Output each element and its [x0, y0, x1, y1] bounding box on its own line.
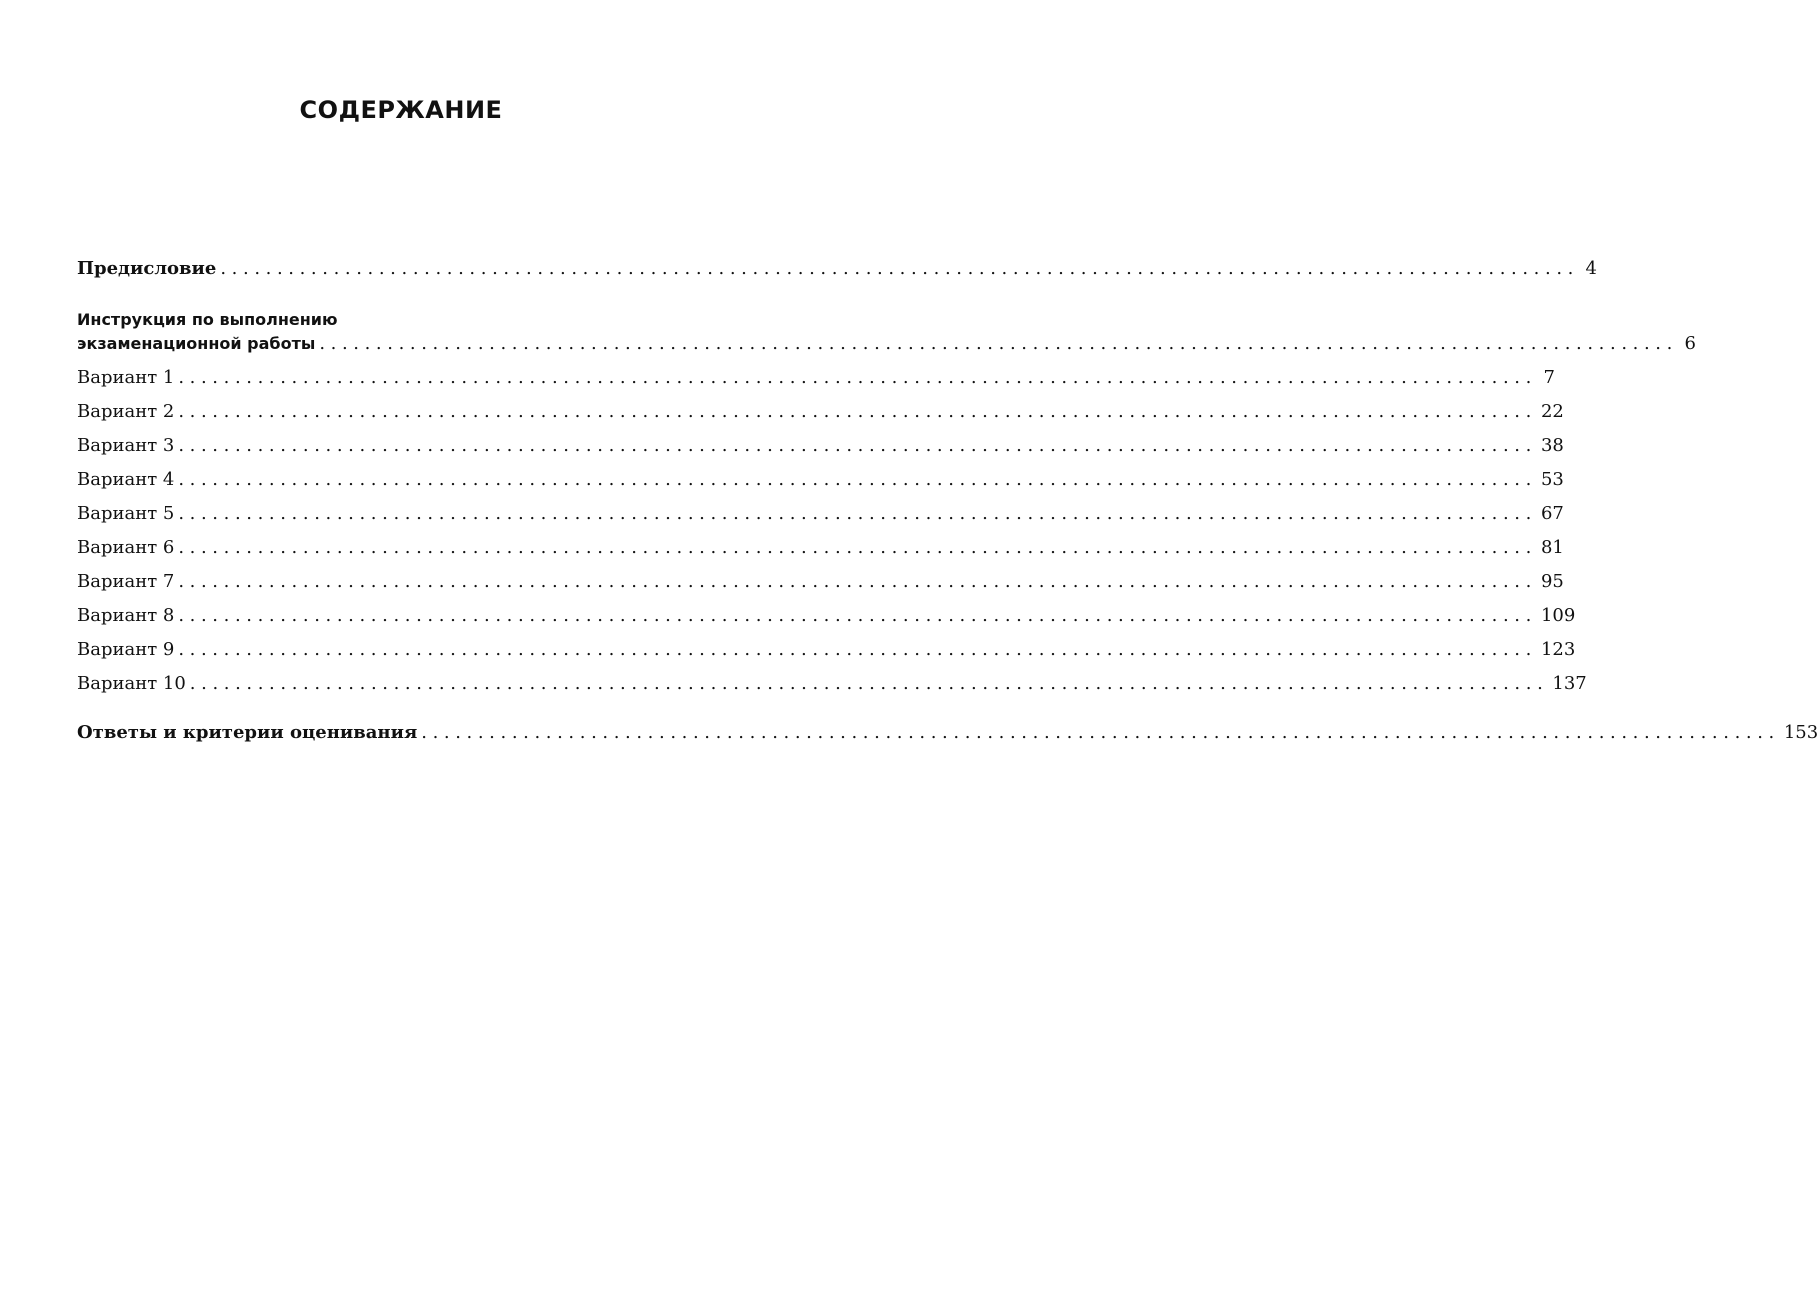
toc-entry-preface[interactable] [77, 256, 1597, 282]
toc-entry-page: 22 [1540, 401, 1564, 422]
toc-entry-page: 67 [1540, 503, 1564, 524]
dot-leader: ........................................................................................................................ [178, 435, 1537, 456]
toc-entry-page: 109 [1540, 605, 1576, 626]
toc-entry-label-line1: Инструкция по выполнению [77, 310, 338, 329]
toc-entry-label: Вариант 10 [77, 673, 186, 694]
toc-entry-page: 123 [1540, 639, 1576, 660]
page-title: СОДЕРЖАНИЕ [299, 96, 503, 124]
toc-entry-variant-7[interactable] [77, 569, 1564, 595]
toc-entry-variant-10[interactable] [77, 671, 1587, 697]
dot-leader: ........................................................................................................................ [178, 537, 1537, 558]
toc-entry-variant-6[interactable] [77, 535, 1564, 561]
dot-leader: ........................................................................................................................ [319, 333, 1678, 354]
dot-leader: ........................................................................................................................ [421, 722, 1780, 743]
toc-entry-variant-3[interactable] [77, 433, 1564, 459]
toc-entry-page: 81 [1540, 537, 1564, 558]
toc-entry-variant-2[interactable] [77, 399, 1564, 425]
toc-entry-variant-8[interactable] [77, 603, 1576, 629]
toc-entry-page: 6 [1684, 333, 1696, 354]
toc-entry-page: 95 [1540, 571, 1564, 592]
dot-leader: ........................................................................................................................ [178, 401, 1537, 422]
toc-entry-label: Вариант 2 [77, 401, 175, 422]
toc-entry-instructions[interactable] [77, 331, 1696, 357]
toc-entry-page: 7 [1543, 367, 1555, 388]
dot-leader: ........................................................................................................................ [178, 367, 1537, 388]
toc-entry-page: 137 [1552, 673, 1587, 694]
toc-entry-label: Вариант 6 [77, 537, 175, 558]
toc-entry-label: Предисловие [77, 258, 217, 279]
toc-entry-variant-9[interactable] [77, 637, 1576, 663]
dot-leader: ........................................................................................................................ [178, 605, 1537, 626]
toc-entry-variant-1[interactable] [77, 365, 1555, 391]
dot-leader: ........................................................................................................................ [220, 258, 1579, 279]
toc-entry-page: 38 [1540, 435, 1564, 456]
toc-entry-page: 53 [1540, 469, 1564, 490]
toc-entry-label: Вариант 5 [77, 503, 175, 524]
dot-leader: ........................................................................................................................ [178, 503, 1537, 524]
toc-entry-answers[interactable] [77, 720, 1818, 746]
toc-entry-label: Вариант 9 [77, 639, 175, 660]
toc-entry-label: Вариант 8 [77, 605, 175, 626]
toc-entry-label: Вариант 7 [77, 571, 175, 592]
dot-leader: ........................................................................................................................ [178, 469, 1537, 490]
toc-entry-label: Ответы и критерии оценивания [77, 722, 418, 743]
toc-entry-variant-4[interactable] [77, 467, 1564, 493]
dot-leader: ........................................................................................................................ [189, 673, 1549, 694]
toc-entry-label: экзаменационной работы [77, 334, 316, 353]
toc-entry-page: 4 [1585, 258, 1597, 279]
toc-entry-variant-5[interactable] [77, 501, 1564, 527]
toc-entry-label: Вариант 1 [77, 367, 175, 388]
toc-entry-page: 153 [1783, 722, 1818, 743]
toc-entry-label: Вариант 4 [77, 469, 175, 490]
dot-leader: ........................................................................................................................ [178, 639, 1537, 660]
toc-entry-label: Вариант 3 [77, 435, 175, 456]
dot-leader: ........................................................................................................................ [178, 571, 1537, 592]
